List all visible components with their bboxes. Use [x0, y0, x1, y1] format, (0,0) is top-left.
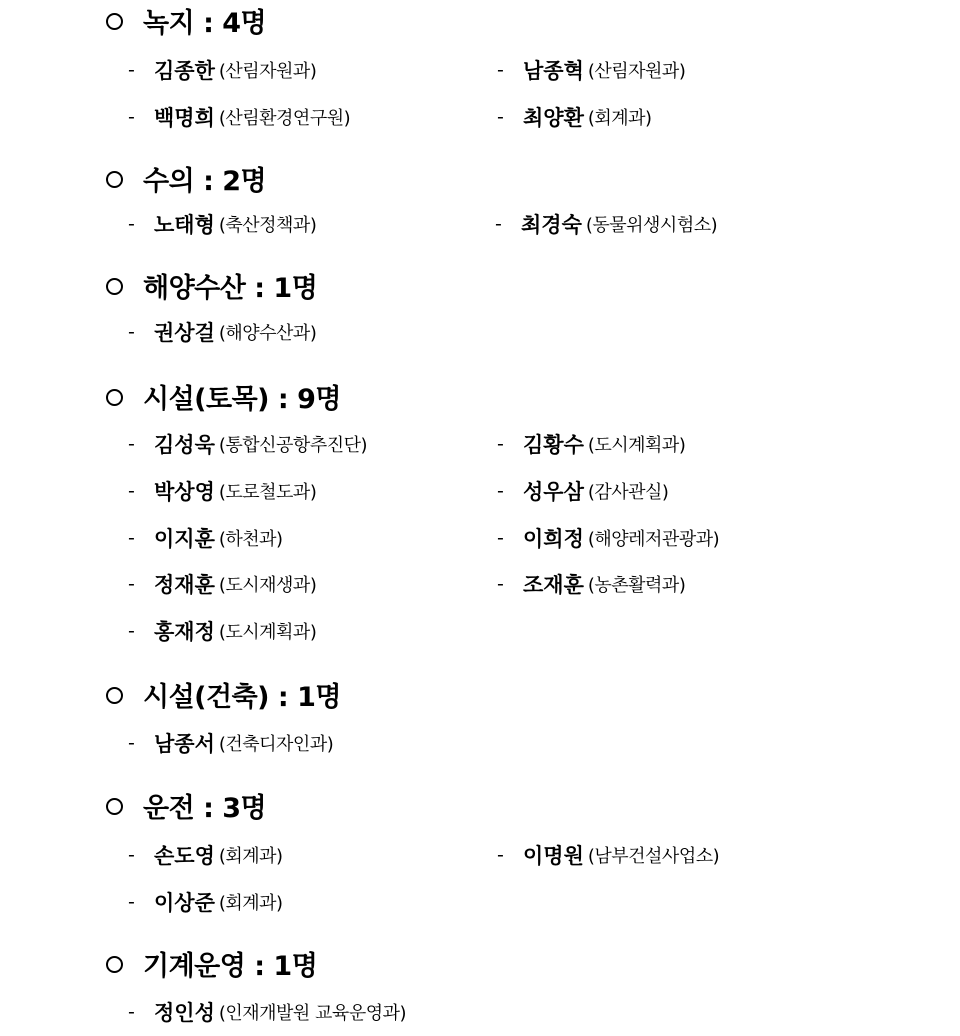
list-item	[128, 520, 283, 556]
person-name: 이상준	[154, 890, 215, 915]
circle-bullet-icon	[106, 171, 123, 188]
dash: -	[497, 59, 504, 81]
department: (건축디자인과)	[218, 734, 334, 755]
person-name: 성우삼	[523, 479, 584, 504]
list-item	[128, 99, 350, 135]
department: (도시재생과)	[218, 575, 317, 596]
person-name: 손도영	[154, 843, 215, 868]
person-name: 정인성	[154, 1000, 215, 1025]
dash: -	[497, 106, 504, 128]
dash: -	[128, 620, 135, 642]
section-heading	[104, 376, 341, 416]
list-item	[128, 473, 316, 509]
dash: -	[128, 1001, 135, 1023]
section-title: 수의 : 2명	[143, 165, 267, 197]
person-name: 이명원	[523, 843, 584, 868]
list-item	[128, 314, 316, 350]
section-heading	[104, 943, 317, 983]
section-title: 기계운영 : 1명	[143, 950, 318, 982]
department: (하천과)	[218, 529, 283, 550]
circle-bullet-icon	[106, 389, 123, 406]
person-name: 박상영	[154, 479, 215, 504]
list-item	[497, 473, 668, 509]
section-heading	[104, 0, 266, 40]
person-name: 최경숙	[521, 212, 582, 237]
department: (해양수산과)	[218, 323, 317, 344]
department: (산림자원과)	[218, 61, 317, 82]
department: (통합신공항추진단)	[218, 435, 368, 456]
person-name: 김황수	[523, 432, 584, 457]
department: (인재개발원 교육운영과)	[218, 1003, 407, 1024]
list-item	[497, 520, 719, 556]
section-heading	[104, 674, 341, 714]
list-item	[128, 837, 283, 873]
list-item	[497, 52, 685, 88]
department: (축산정책과)	[218, 215, 317, 236]
list-item	[497, 99, 652, 135]
circle-bullet-icon	[106, 278, 123, 295]
dash: -	[128, 573, 135, 595]
section-heading	[104, 158, 266, 198]
section-title: 시설(토목) : 9명	[143, 383, 341, 415]
person-name: 조재훈	[523, 572, 584, 597]
section-title: 녹지 : 4명	[143, 7, 267, 39]
person-name: 백명희	[154, 105, 215, 130]
dash: -	[128, 433, 135, 455]
person-name: 최양환	[523, 105, 584, 130]
dash: -	[497, 527, 504, 549]
person-name: 권상걸	[154, 320, 215, 345]
list-item	[495, 206, 717, 242]
dash: -	[128, 321, 135, 343]
person-name: 홍재정	[154, 619, 215, 644]
department: (남부건설사업소)	[587, 846, 720, 867]
person-name: 남종서	[154, 731, 215, 756]
department: (산림환경연구원)	[218, 108, 351, 129]
section-title: 해양수산 : 1명	[143, 272, 318, 304]
department: (동물위생시험소)	[585, 215, 718, 236]
list-item	[128, 994, 406, 1030]
dash: -	[497, 573, 504, 595]
person-name: 남종혁	[523, 58, 584, 83]
section-heading	[104, 265, 317, 305]
list-item	[497, 566, 685, 602]
list-item	[128, 884, 283, 920]
section-title: 시설(건축) : 1명	[143, 681, 341, 713]
dash: -	[128, 213, 135, 235]
person-name: 이지훈	[154, 526, 215, 551]
department: (회계과)	[218, 846, 283, 867]
circle-bullet-icon	[106, 687, 123, 704]
section-heading	[104, 785, 266, 825]
dash: -	[128, 59, 135, 81]
department: (해양레저관광과)	[587, 529, 720, 550]
list-item	[128, 566, 316, 602]
list-item	[497, 837, 719, 873]
section-title: 운전 : 3명	[143, 792, 267, 824]
dash: -	[497, 433, 504, 455]
dash: -	[128, 480, 135, 502]
department: (산림자원과)	[587, 61, 686, 82]
list-item	[128, 725, 333, 761]
circle-bullet-icon	[106, 956, 123, 973]
department: (도시계획과)	[587, 435, 686, 456]
department: (회계과)	[218, 893, 283, 914]
dash: -	[497, 480, 504, 502]
person-name: 노태형	[154, 212, 215, 237]
department: (회계과)	[587, 108, 652, 129]
person-name: 김성욱	[154, 432, 215, 457]
circle-bullet-icon	[106, 798, 123, 815]
list-item	[128, 52, 316, 88]
list-item	[128, 206, 316, 242]
dash: -	[128, 844, 135, 866]
department: (도시계획과)	[218, 622, 317, 643]
circle-bullet-icon	[106, 13, 123, 30]
dash: -	[128, 106, 135, 128]
dash: -	[128, 527, 135, 549]
dash: -	[128, 732, 135, 754]
dash: -	[128, 891, 135, 913]
department: (도로철도과)	[218, 482, 317, 503]
list-item	[497, 426, 685, 462]
person-name: 정재훈	[154, 572, 215, 597]
person-name: 김종한	[154, 58, 215, 83]
dash: -	[495, 213, 502, 235]
person-name: 이희정	[523, 526, 584, 551]
department: (감사관실)	[587, 482, 669, 503]
department: (농촌활력과)	[587, 575, 686, 596]
list-item	[128, 613, 316, 649]
dash: -	[497, 844, 504, 866]
list-item	[128, 426, 367, 462]
